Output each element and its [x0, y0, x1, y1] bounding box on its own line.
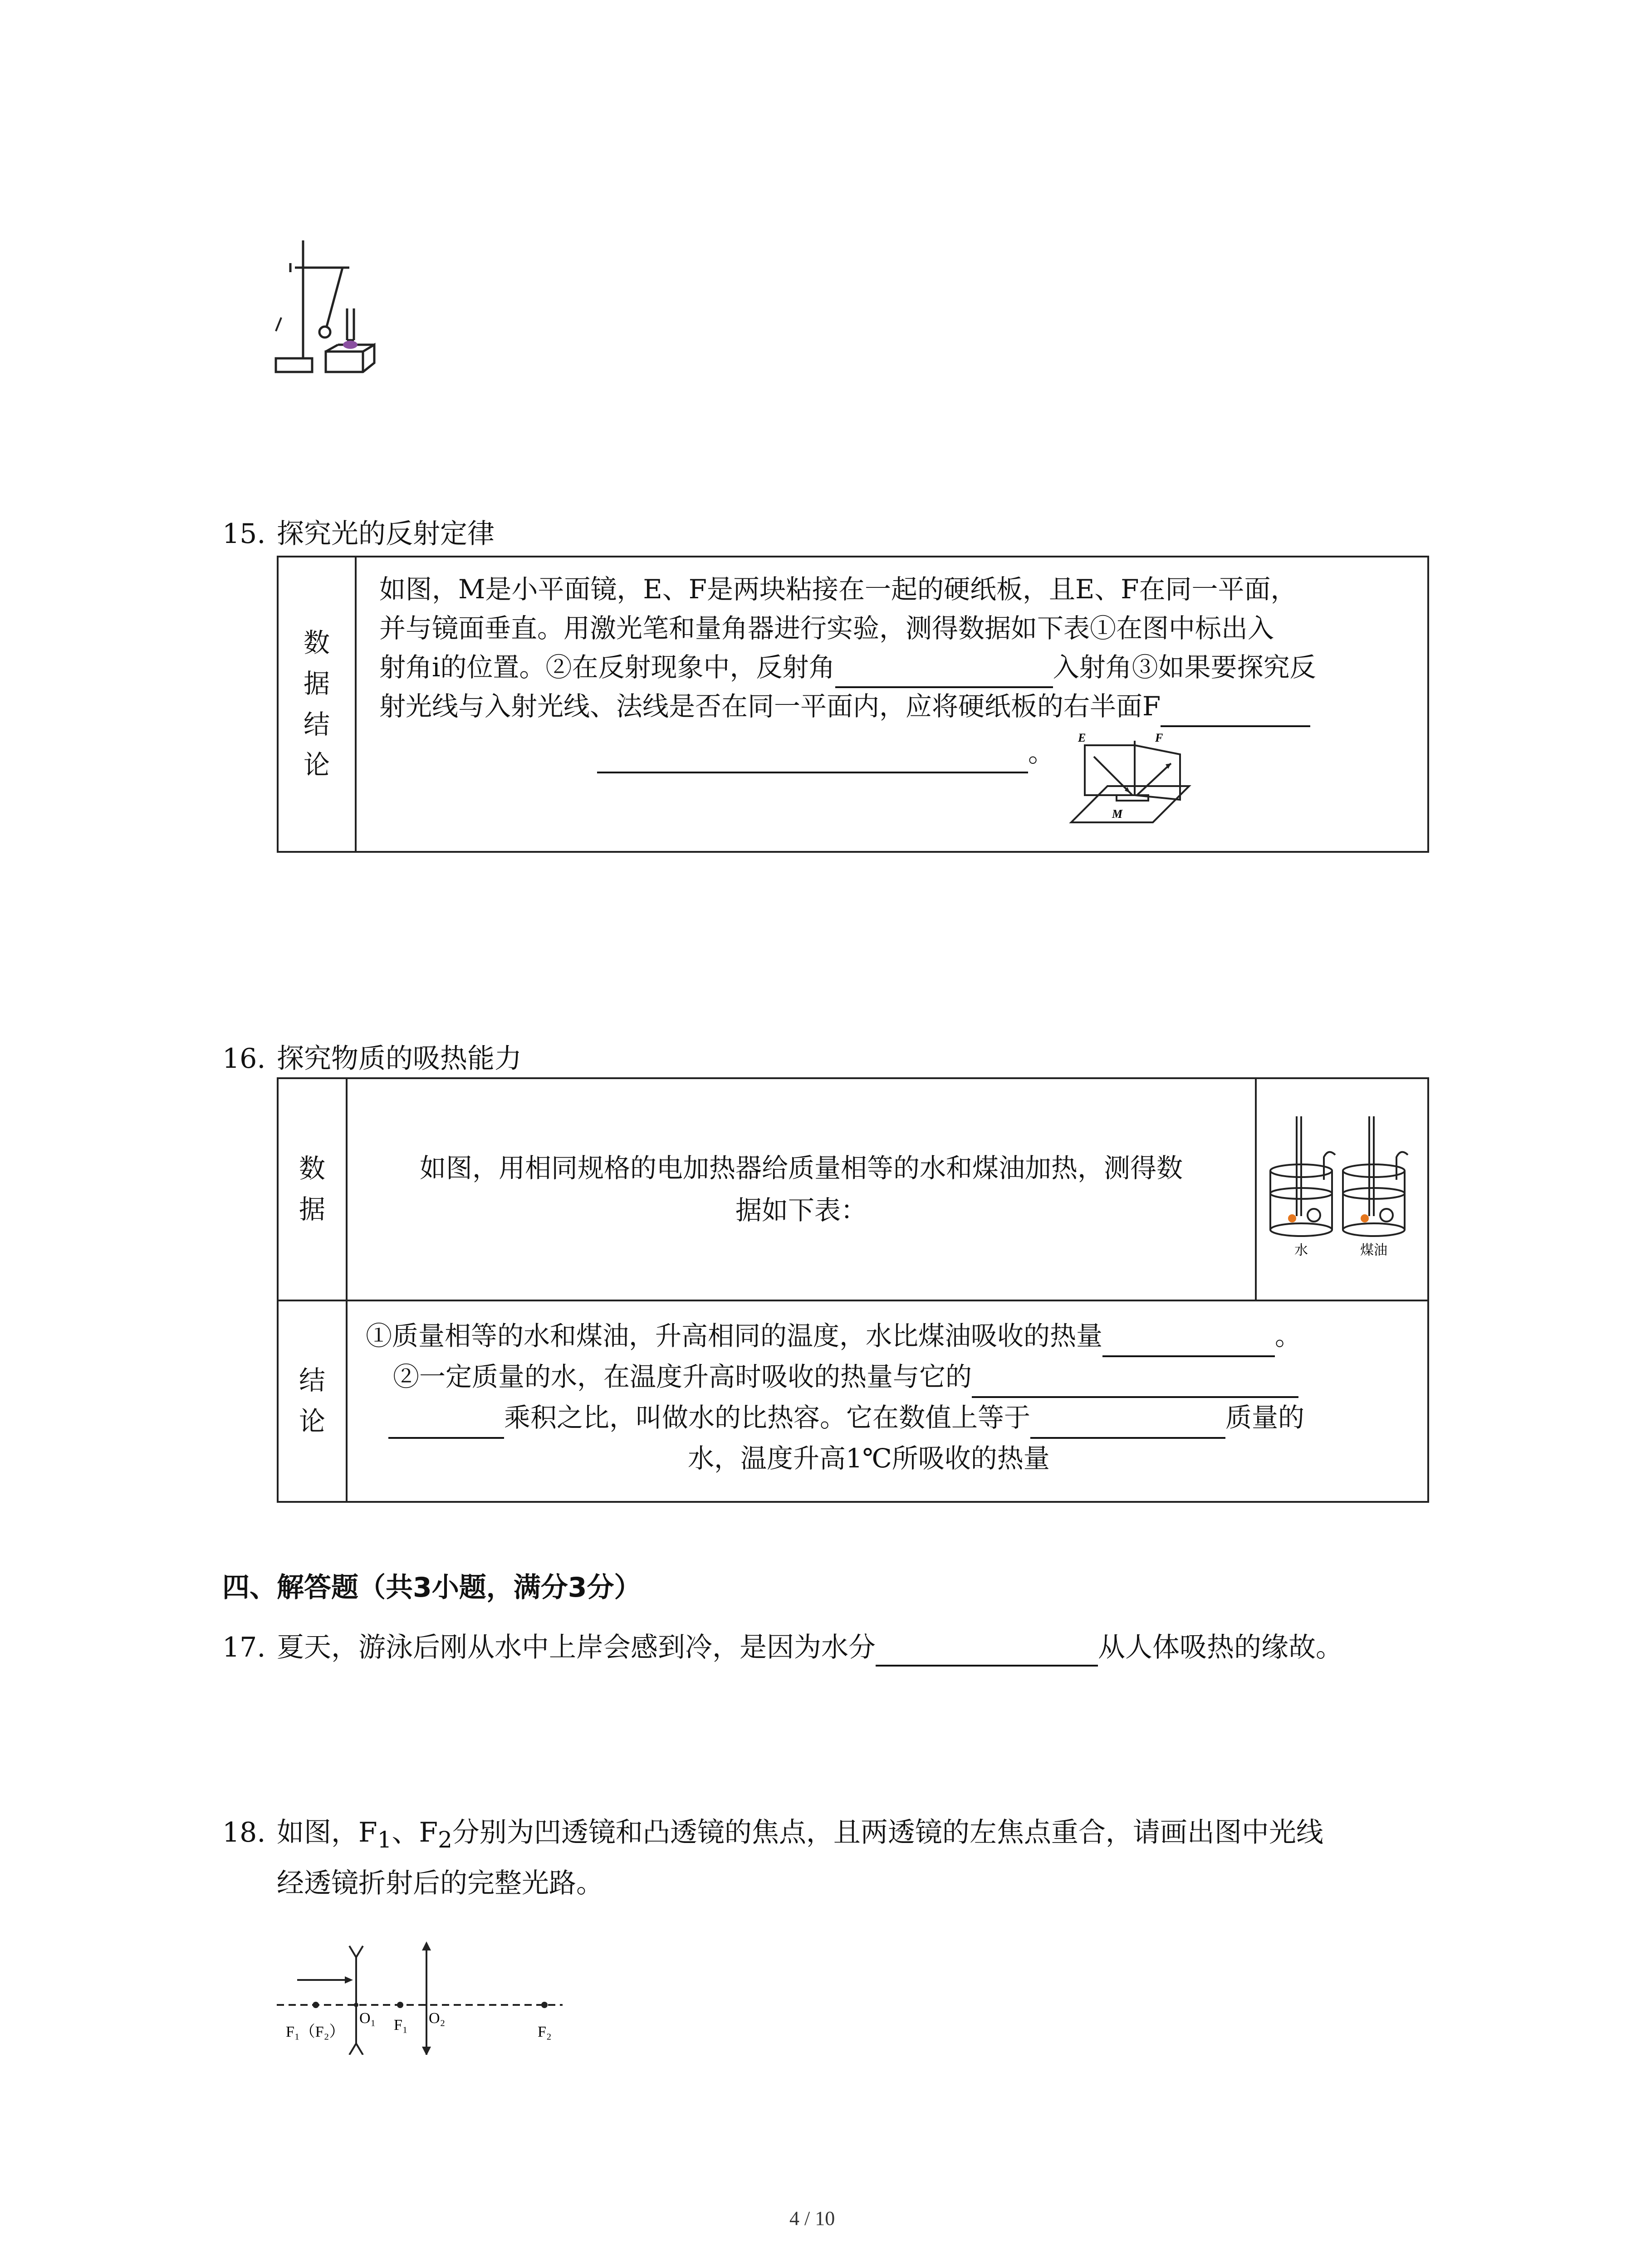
q16-conclusion-4: 水，温度升高1℃所吸收的热量	[688, 1443, 1050, 1474]
question-15-number: 15.	[222, 518, 266, 550]
q15-blank-board-action-2[interactable]	[597, 744, 1028, 773]
lens-optical-path-icon	[272, 1932, 590, 2055]
question-18-line-1: 如图，$F_1$、$F_2$分别为凹透镜和凸透镜的焦点，且两透镜的左焦点重合，请画出图中光线	[277, 1817, 1323, 1853]
q16-blank-heat-amount[interactable]	[1102, 1328, 1275, 1357]
q15-line-1: 如图，M是小平面镜，E、F是两块粘接在一起的硬纸板，且E、F在同一平面，	[379, 573, 1297, 605]
mirror-reflection-board-icon	[1067, 732, 1194, 827]
label-water: 水	[1294, 1243, 1308, 1258]
label-f1: F₁	[394, 2017, 408, 2033]
q16-conclusion-3: 乘积之比，叫做水的比热容。它在数值上等于 质量的	[388, 1397, 1304, 1439]
q15-blank-board-action-1[interactable]	[1161, 698, 1310, 727]
question-16-number: 16.	[222, 1043, 266, 1075]
page-number: 4 / 10	[789, 2207, 835, 2229]
q15-line-2: 并与镜面垂直。用激光笔和量角器进行实验，测得数据如下表①在图中标出入	[379, 612, 1274, 644]
label-o2: O₂	[429, 2010, 446, 2027]
q17-blank-evaporation[interactable]	[876, 1636, 1098, 1667]
q16-row1-content: 如图，用相同规格的电加热器给质量相等的水和煤油加热，测得数 据如下表：	[347, 1078, 1256, 1300]
q16-row2-label: 结 论	[278, 1300, 347, 1502]
label-e: E	[1078, 731, 1086, 744]
label-kerosene: 煤油	[1360, 1243, 1387, 1258]
two-beakers-heaters-icon	[1260, 1103, 1424, 1266]
q16-row1-label: 数 据	[278, 1078, 347, 1300]
q16-figure-cell	[1256, 1078, 1428, 1300]
q16-blank-product-1[interactable]	[972, 1369, 1298, 1398]
q16-blank-unit-mass[interactable]	[1030, 1409, 1225, 1439]
q15-line-3: 射角i的位置。②在反射现象中，反射角 入射角③如果要探究反	[379, 646, 1316, 689]
q15-line-5: 。	[597, 732, 1054, 774]
label-m: M	[1112, 807, 1123, 821]
question-17-text: 夏天，游泳后刚从水中上岸会感到冷，是因为水分 从人体吸热的缘故。	[277, 1628, 1343, 1667]
q15-row-label: 数 据 结 论	[278, 557, 356, 852]
question-17-number: 17.	[222, 1632, 266, 1663]
q16-conclusion-1: ①质量相等的水和煤油，升高相同的温度，水比煤油吸收的热量 。	[366, 1315, 1301, 1357]
q15-line-4: 射光线与入射光线、法线是否在同一平面内，应将硬纸板的右半面F	[379, 685, 1310, 728]
question-18-line-2: 经透镜折射后的完整光路。	[277, 1867, 603, 1899]
label-f: F	[1155, 731, 1163, 744]
question-15-table	[277, 556, 1429, 853]
label-f1-f2: F₁（F₂）	[286, 2024, 345, 2040]
q15-content-cell	[356, 557, 1428, 852]
label-f2: F₂	[538, 2024, 552, 2040]
question-16-title: 探究物质的吸热能力	[277, 1043, 522, 1075]
q16-blank-product-2[interactable]	[388, 1409, 504, 1439]
question-16-table	[277, 1077, 1429, 1503]
question-18-number: 18.	[222, 1817, 266, 1848]
section-4-heading: 四、解答题（共3小题，满分3分）	[222, 1572, 642, 1603]
question-15-title: 探究光的反射定律	[277, 518, 495, 550]
q16-conclusion-2: ②一定质量的水，在温度升高时吸收的热量与它的	[393, 1356, 1298, 1398]
label-o1: O₁	[359, 2010, 376, 2027]
pendulum-tuning-fork-apparatus-icon	[272, 236, 381, 381]
q16-row2-content	[347, 1300, 1428, 1502]
q15-blank-reflection-angle[interactable]	[835, 659, 1053, 688]
